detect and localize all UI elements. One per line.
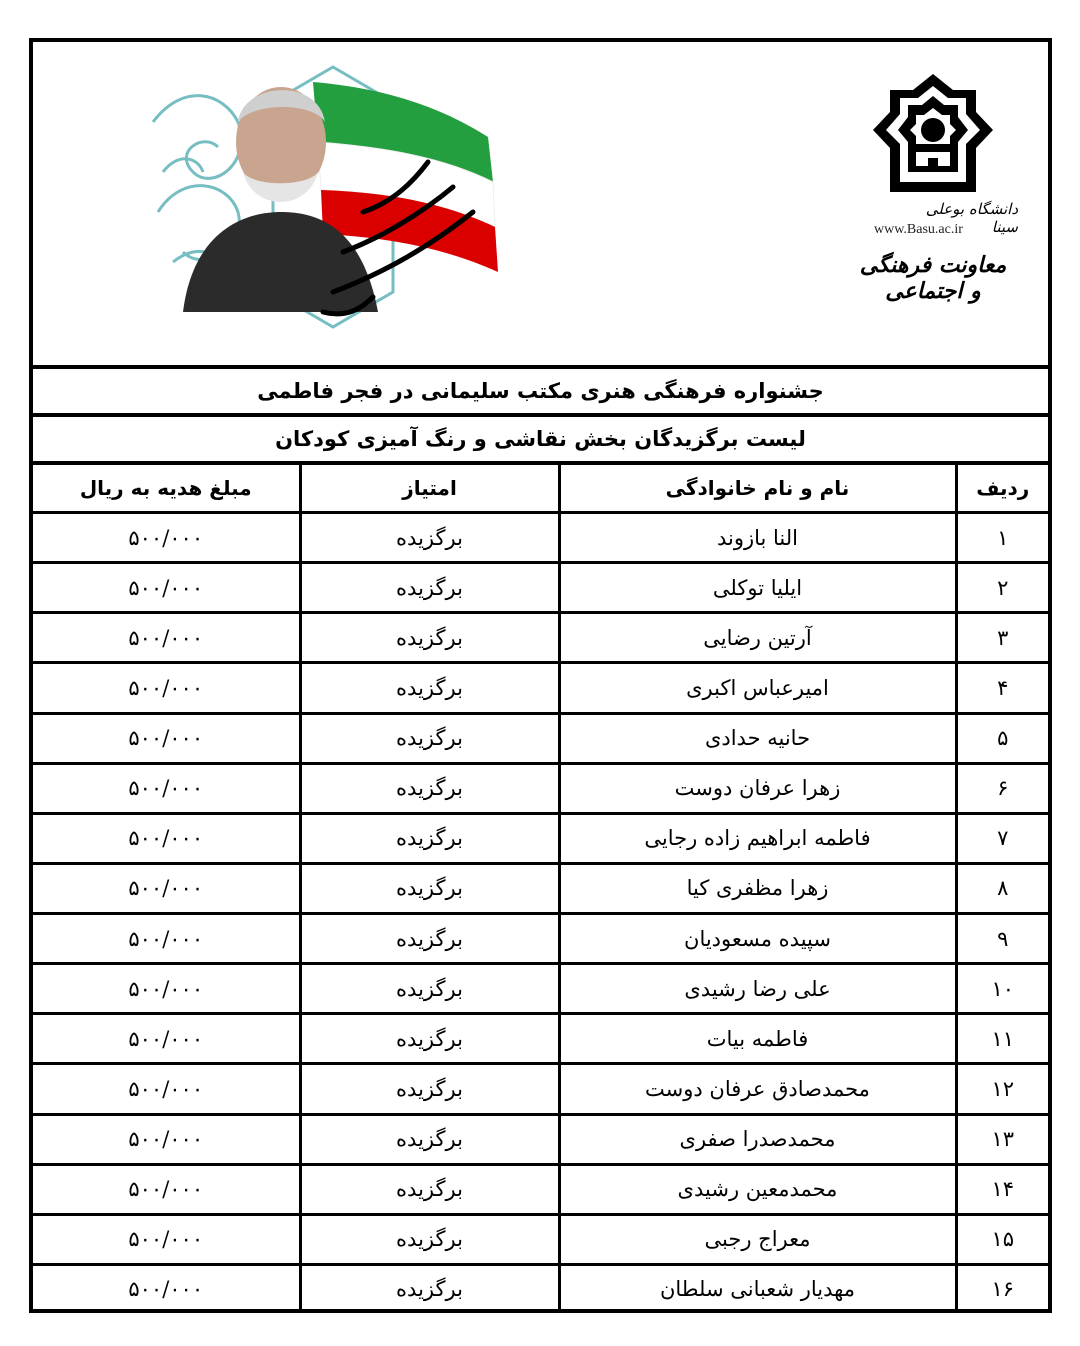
cell-name: محمدمعین رشیدی bbox=[559, 1164, 956, 1214]
cell-score: برگزیده bbox=[300, 863, 559, 913]
cell-index: ۱ bbox=[956, 513, 1048, 563]
table-row bbox=[33, 663, 1048, 713]
cell-amount: ۵۰۰/۰۰۰ bbox=[33, 1214, 300, 1264]
table-row bbox=[33, 1114, 1048, 1164]
cell-amount: ۵۰۰/۰۰۰ bbox=[33, 964, 300, 1014]
university-url: www.Basu.ac.ir bbox=[874, 222, 963, 237]
header-score: امتیاز bbox=[300, 465, 559, 513]
table-header-row bbox=[33, 465, 1048, 513]
cell-score: برگزیده bbox=[300, 713, 559, 763]
header-name: نام و نام خانوادگی bbox=[559, 465, 956, 513]
cell-index: ۸ bbox=[956, 863, 1048, 913]
cell-score: برگزیده bbox=[300, 763, 559, 813]
header-banner bbox=[33, 42, 1048, 369]
table-row bbox=[33, 813, 1048, 863]
cell-score: برگزیده bbox=[300, 1064, 559, 1114]
cell-index: ۱۱ bbox=[956, 1014, 1048, 1064]
cell-index: ۵ bbox=[956, 713, 1048, 763]
table-row bbox=[33, 1164, 1048, 1214]
cell-score: برگزیده bbox=[300, 1164, 559, 1214]
table-row bbox=[33, 763, 1048, 813]
cell-amount: ۵۰۰/۰۰۰ bbox=[33, 563, 300, 613]
cell-name: محمدصادق عرفان دوست bbox=[559, 1064, 956, 1114]
cell-amount: ۵۰۰/۰۰۰ bbox=[33, 713, 300, 763]
cell-name: محمدصدرا صفری bbox=[559, 1114, 956, 1164]
cell-amount: ۵۰۰/۰۰۰ bbox=[33, 663, 300, 713]
cell-index: ۱۵ bbox=[956, 1214, 1048, 1264]
cell-score: برگزیده bbox=[300, 964, 559, 1014]
cell-index: ۹ bbox=[956, 914, 1048, 964]
table-row bbox=[33, 1264, 1048, 1313]
cell-name: زهرا مظفری کیا bbox=[559, 863, 956, 913]
cell-amount: ۵۰۰/۰۰۰ bbox=[33, 813, 300, 863]
cell-amount: ۵۰۰/۰۰۰ bbox=[33, 613, 300, 663]
table-row bbox=[33, 613, 1048, 663]
cell-index: ۴ bbox=[956, 663, 1048, 713]
document-frame bbox=[29, 38, 1052, 1313]
table-row bbox=[33, 863, 1048, 913]
cell-index: ۳ bbox=[956, 613, 1048, 663]
cell-amount: ۵۰۰/۰۰۰ bbox=[33, 1114, 300, 1164]
header-amount: مبلغ هدیه به ریال bbox=[33, 465, 300, 513]
cell-name: ایلیا توکلی bbox=[559, 563, 956, 613]
cell-index: ۱۲ bbox=[956, 1064, 1048, 1114]
cell-index: ۱۴ bbox=[956, 1164, 1048, 1214]
cell-score: برگزیده bbox=[300, 1014, 559, 1064]
cell-score: برگزیده bbox=[300, 1264, 559, 1313]
cell-name: امیرعباس اکبری bbox=[559, 663, 956, 713]
cell-index: ۶ bbox=[956, 763, 1048, 813]
cell-name: آرتین رضایی bbox=[559, 613, 956, 663]
header-index: ردیف bbox=[956, 465, 1048, 513]
university-emblem-icon bbox=[848, 72, 1018, 202]
table-row bbox=[33, 914, 1048, 964]
cell-index: ۱۰ bbox=[956, 964, 1048, 1014]
department-name: معاونت فرهنگی و اجتماعی bbox=[859, 252, 1007, 304]
table-row bbox=[33, 713, 1048, 763]
cell-name: زهرا عرفان دوست bbox=[559, 763, 956, 813]
cell-amount: ۵۰۰/۰۰۰ bbox=[33, 1064, 300, 1114]
cell-index: ۱۶ bbox=[956, 1264, 1048, 1313]
cell-score: برگزیده bbox=[300, 613, 559, 663]
cell-amount: ۵۰۰/۰۰۰ bbox=[33, 763, 300, 813]
cell-name: فاطمه بیات bbox=[559, 1014, 956, 1064]
university-name: دانشگاه بوعلی سینا bbox=[925, 200, 1018, 236]
cell-amount: ۵۰۰/۰۰۰ bbox=[33, 1164, 300, 1214]
cell-score: برگزیده bbox=[300, 914, 559, 964]
cell-name: حانیه حدادی bbox=[559, 713, 956, 763]
cell-name: علی رضا رشیدی bbox=[559, 964, 956, 1014]
cell-score: برگزیده bbox=[300, 813, 559, 863]
university-logo bbox=[848, 72, 1018, 322]
table-row bbox=[33, 964, 1048, 1014]
cell-amount: ۵۰۰/۰۰۰ bbox=[33, 863, 300, 913]
table-row bbox=[33, 513, 1048, 563]
cell-name: النا بازوند bbox=[559, 513, 956, 563]
cell-name: مهدیار شعبانی سلطان bbox=[559, 1264, 956, 1313]
cell-score: برگزیده bbox=[300, 663, 559, 713]
cell-name: فاطمه ابراهیم زاده رجایی bbox=[559, 813, 956, 863]
cell-name: سپیده مسعودیان bbox=[559, 914, 956, 964]
cell-amount: ۵۰۰/۰۰۰ bbox=[33, 1014, 300, 1064]
cell-score: برگزیده bbox=[300, 1114, 559, 1164]
cell-name: معراج رجبی bbox=[559, 1214, 956, 1264]
cell-index: ۷ bbox=[956, 813, 1048, 863]
table-row bbox=[33, 563, 1048, 613]
table-row bbox=[33, 1014, 1048, 1064]
cell-score: برگزیده bbox=[300, 513, 559, 563]
table-row bbox=[33, 1214, 1048, 1264]
list-title: لیست برگزیدگان بخش نقاشی و رنگ آمیزی کودکان bbox=[33, 417, 1048, 465]
cell-index: ۲ bbox=[956, 563, 1048, 613]
table-row bbox=[33, 1064, 1048, 1114]
winners-table bbox=[33, 465, 1048, 1313]
poster-artwork-icon bbox=[143, 62, 503, 332]
cell-amount: ۵۰۰/۰۰۰ bbox=[33, 513, 300, 563]
cell-index: ۱۳ bbox=[956, 1114, 1048, 1164]
festival-title: جشنواره فرهنگی هنری مکتب سلیمانی در فجر فاطمی bbox=[33, 369, 1048, 417]
cell-amount: ۵۰۰/۰۰۰ bbox=[33, 914, 300, 964]
cell-score: برگزیده bbox=[300, 563, 559, 613]
cell-score: برگزیده bbox=[300, 1214, 559, 1264]
cell-amount: ۵۰۰/۰۰۰ bbox=[33, 1264, 300, 1313]
festival-poster bbox=[143, 62, 503, 332]
